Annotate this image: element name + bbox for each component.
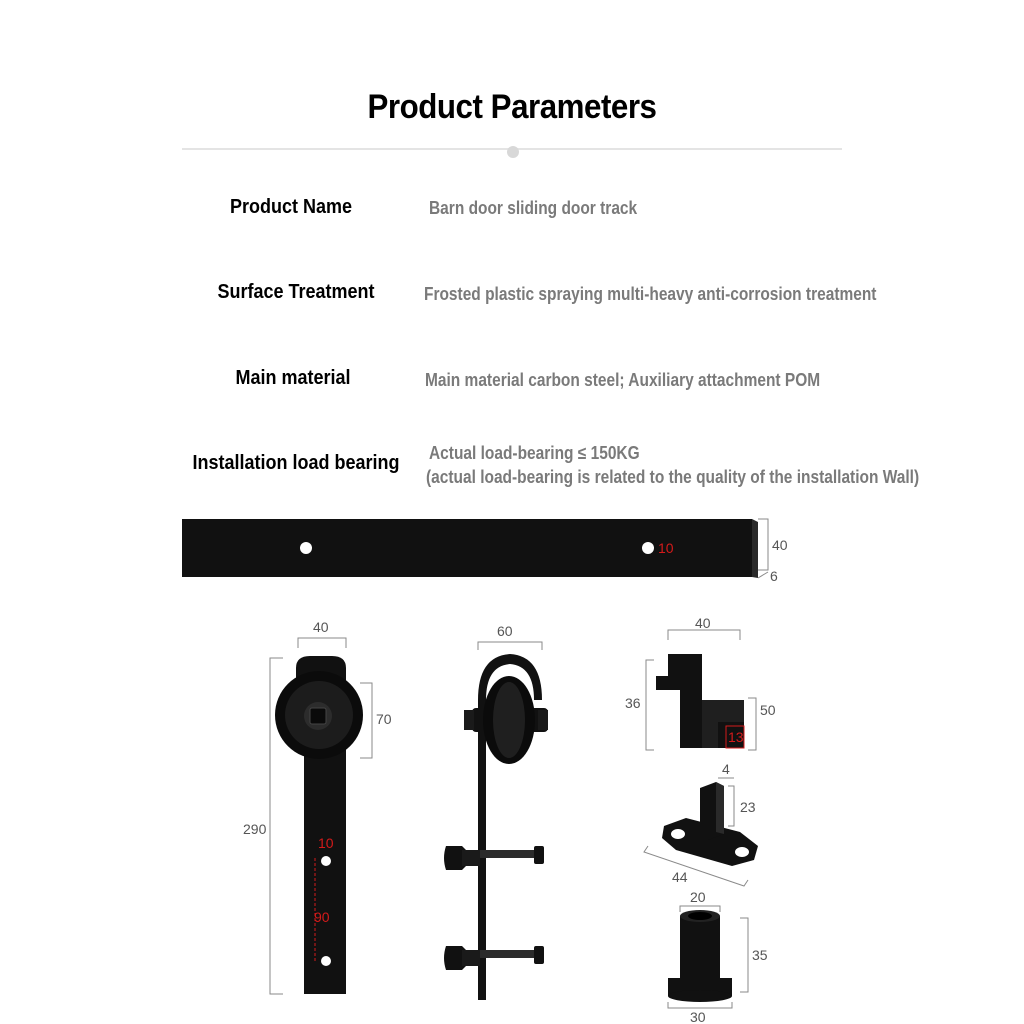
stopper-height-dim: 36 [625,695,641,711]
hardware-drawing [180,508,850,1024]
divider-dot [507,146,519,158]
track-hole-left [300,542,312,554]
floor-guide-drawing [662,782,758,866]
track-hole-dim: 10 [658,540,674,556]
wheel-height-dim: 70 [376,711,392,727]
hanger-spacing-dim: 90 [314,909,330,925]
side-width-dim: 60 [497,623,513,639]
stopper-slot-dim: 13 [728,729,744,745]
guide-thickness-dim: 4 [722,761,730,777]
spacer-top-dim: 20 [690,889,706,905]
front-hanger-drawing [275,656,363,994]
page-title: Product Parameters [367,88,657,126]
spacer-height-dim: 35 [752,947,768,963]
param-value-main-material: Main material carbon steel; Auxiliary attachment POM [425,370,821,390]
param-label-installation-load: Installation load bearing [192,452,400,474]
track-thickness-dim: 6 [770,568,778,584]
param-label-surface-treatment: Surface Treatment [217,281,375,303]
hanger-width-dim: 40 [313,619,329,635]
param-label-main-material: Main material [235,367,351,389]
param-note-installation-load: (actual load-bearing is related to the quality of the installation Wall) [426,467,920,487]
param-value-surface-treatment: Frosted plastic spraying multi-heavy anti-corrosion treatment [424,284,877,304]
track-height-dim: 40 [772,537,788,553]
guide-height-dim: 23 [740,799,756,815]
stopper-depth-dim: 50 [760,702,776,718]
hanger-length-dim: 290 [243,821,267,837]
track-hole-right [642,542,654,554]
side-hanger-drawing [444,654,548,1000]
param-label-product-name: Product Name [229,196,353,218]
spacer-drawing [668,910,732,1002]
stopper-width-dim: 40 [695,615,711,631]
guide-length-dim: 44 [672,869,688,885]
param-value-installation-load: Actual load-bearing ≤ 150KG [429,443,640,463]
spacer-base-dim: 30 [690,1009,706,1024]
stopper-drawing [656,654,744,748]
track-rail-end [752,519,758,578]
param-value-product-name: Barn door sliding door track [429,198,638,218]
hanger-hole-dim: 10 [318,835,334,851]
